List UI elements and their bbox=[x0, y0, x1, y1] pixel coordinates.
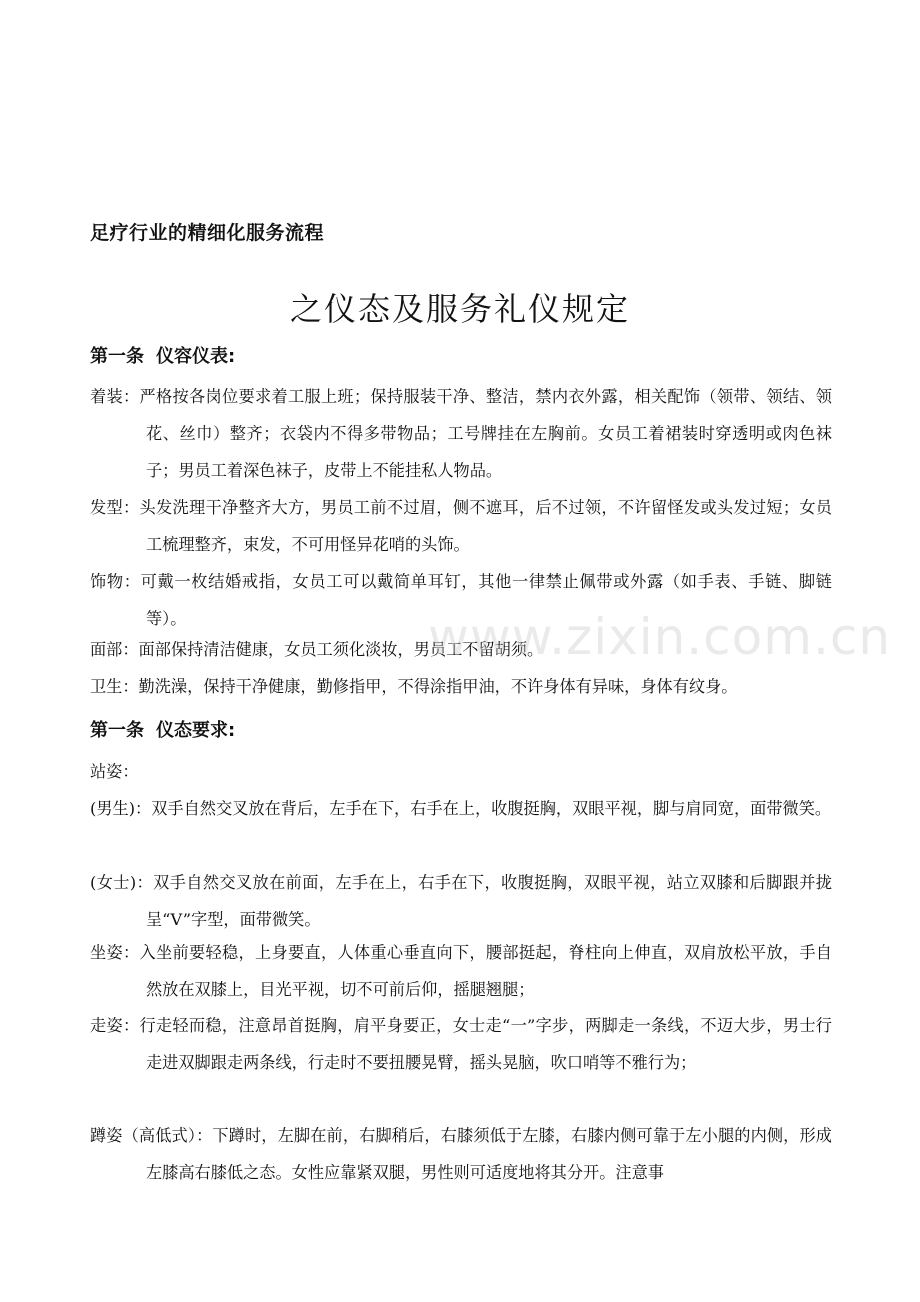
paragraph-squatting: 蹲姿（高低式）：下蹲时，左脚在前，右脚稍后，右膝须低于左膝，右膝内侧可靠于左小腿的内侧，形成左膝高右膝低之态。女性应靠紧双腿，男性则可适度地将其分开。注意事 bbox=[90, 1126, 832, 1182]
paragraph-face: 面部：面部保持清洁健康，女员工须化淡妆，男员工不留胡须。 bbox=[90, 640, 544, 659]
paragraph-walking: 走姿：行走轻而稳，注意昂首挺胸，肩平身要正，女士走“一”字步，两脚走一条线，不迈大步，男士行走进双脚跟走两条线，行走时不要扭腰晃臂，摇头晃脑，吹口哨等不雅行为； bbox=[90, 1016, 832, 1072]
section-number: 第一条 bbox=[90, 346, 144, 367]
section-title: 仪容仪表: bbox=[156, 346, 236, 367]
watermark: www.zixin.com.cn bbox=[428, 608, 892, 666]
section-heading-appearance bbox=[90, 342, 235, 368]
section-number: 第一条 bbox=[90, 720, 144, 741]
paragraph-hairstyle: 发型：头发洗理干净整齐大方，男员工前不过眉，侧不遮耳，后不过领，不许留怪发或头发过短；女员工梳理整齐，束发，不可用怪异花哨的头饰。 bbox=[90, 498, 832, 554]
paragraph-accessories: 饰物：可戴一枚结婚戒指，女员工可以戴简单耳钉，其他一律禁止佩带或外露（如手表、手链、脚链等）。 bbox=[90, 572, 832, 628]
paragraph-standing-male: (男生)：双手自然交叉放在背后，左手在下，右手在上，收腹挺胸，双眼平视，脚与肩同宽，面带微笑。 bbox=[90, 799, 832, 818]
document-main-title: 之仪态及服务礼仪规定 bbox=[289, 290, 630, 328]
paragraph-hygiene: 卫生：勤洗澡，保持干净健康，勤修指甲，不得涂指甲油，不许身体有异味，身体有纹身。 bbox=[90, 677, 738, 696]
paragraph-standing-intro: 站姿： bbox=[90, 762, 139, 781]
paragraph-standing-female: (女士)：双手自然交叉放在前面，左手在上，右手在下，收腹挺胸，双眼平视，站立双膝和后脚跟并拢呈“V”字型，面带微笑。 bbox=[90, 873, 832, 929]
section-heading-posture bbox=[90, 716, 235, 742]
paragraph-sitting: 坐姿：入坐前要轻稳，上身要直，人体重心垂直向下，腰部挺起，脊柱向上伸直，双肩放松平放，手自然放在双膝上，目光平视，切不可前后仰，摇腿翘腿； bbox=[90, 943, 832, 999]
document-top-title: 足疗行业的精细化服务流程 bbox=[90, 222, 325, 244]
section-title: 仪态要求: bbox=[156, 720, 236, 741]
paragraph-attire: 着装：严格按各岗位要求着工服上班；保持服装干净、整洁，禁内衣外露，相关配饰（领带、领结、领花、丝巾）整齐；衣袋内不得多带物品；工号牌挂在左胸前。女员工着裙装时穿透明或肉色袜子；男员工着深色袜子，皮带上不能挂私人物品。 bbox=[90, 387, 832, 480]
